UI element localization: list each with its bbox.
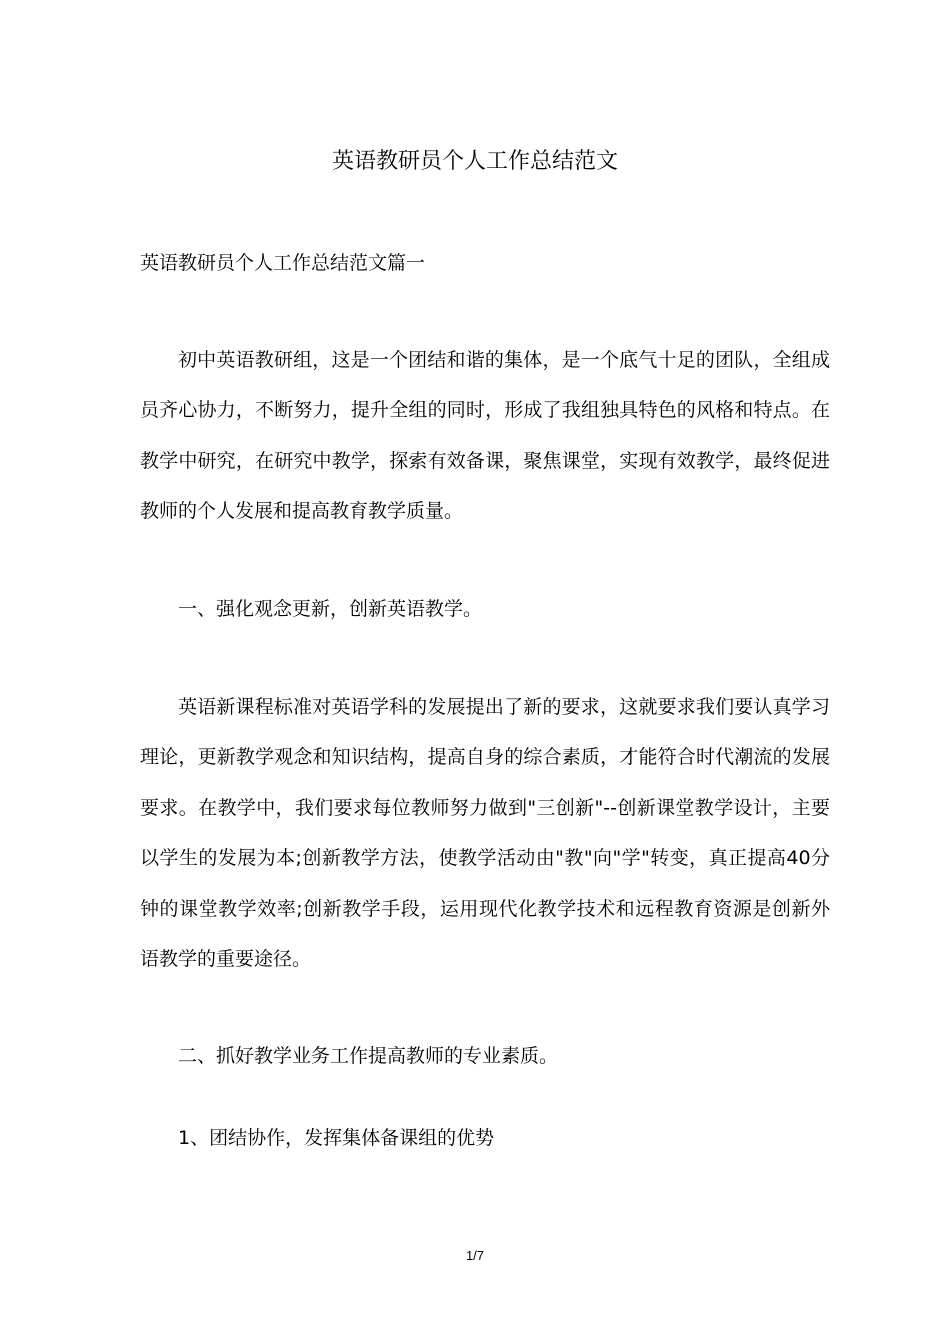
section-2-heading: 二、抓好教学业务工作提高教师的专业素质。 bbox=[178, 1045, 559, 1067]
section-2-subheading-1: 1、团结协作，发挥集体备课组的优势 bbox=[178, 1127, 495, 1149]
document-subtitle: 英语教研员个人工作总结范文篇一 bbox=[140, 252, 426, 274]
section-1-paragraph: 英语新课程标准对英语学科的发展提出了新的要求，这就要求我们要认真学习理论，更新教学观念和知识结构，提高自身的综合素质，才能符合时代潮流的发展要求。在教学中，我们要求每位教师努力做到"三创新"--创新课堂教学设计，主要以学生的发展为本;创新教学方法，使教学活动由"教"向"学"转变，真正提高40分钟的课堂教学效率;创新教学手段，运用现代化教学技术和远程教育资源是创新外语教学的重要途径。 bbox=[140, 696, 830, 971]
intro-paragraph: 初中英语教研组，这是一个团结和谐的集体，是一个底气十足的团队，全组成员齐心协力，不断努力，提升全组的同时，形成了我组独具特色的风格和特点。在教学中研究，在研究中教学，探索有效备课，聚焦课堂，实现有效教学，最终促进教师的个人发展和提高教育教学质量。 bbox=[140, 349, 830, 523]
document-title: 英语教研员个人工作总结范文 bbox=[331, 149, 618, 174]
page-number: 1/7 bbox=[465, 1248, 485, 1263]
section-1-heading: 一、强化观念更新，创新英语教学。 bbox=[178, 598, 483, 620]
